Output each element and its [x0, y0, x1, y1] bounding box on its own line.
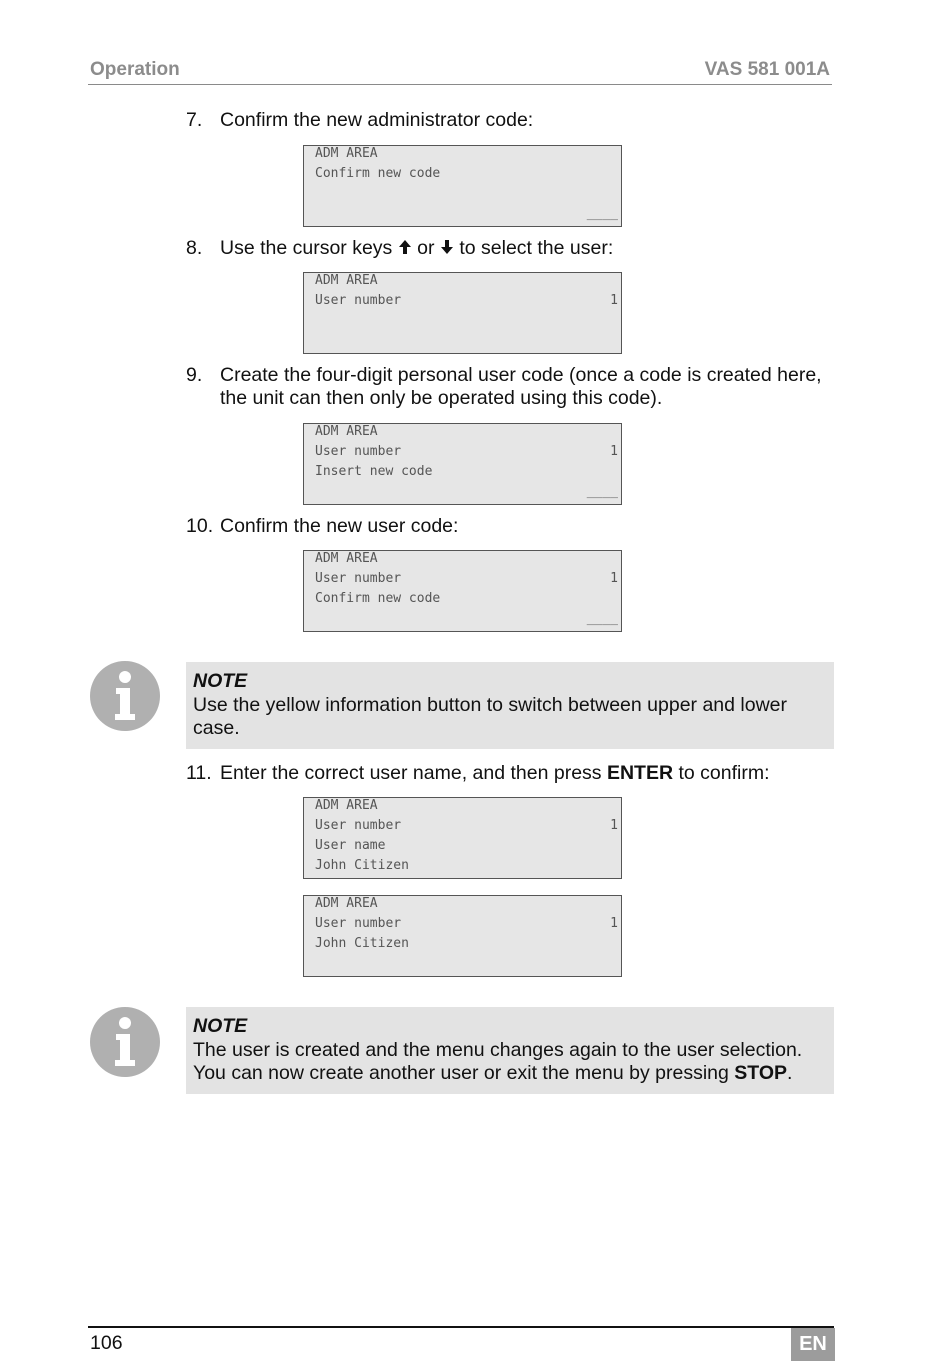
arrow-up-icon: [398, 239, 412, 255]
lcd-line: User number 1: [315, 818, 618, 833]
lcd-line: [315, 184, 618, 204]
lcd-line: John Citizen: [315, 936, 409, 951]
note-title: NOTE: [193, 670, 248, 692]
lcd-screen: [303, 423, 622, 505]
step-number: 11.: [186, 762, 212, 784]
arrow-down-icon: [440, 239, 454, 255]
lcd-line: ADM AREA: [315, 273, 378, 288]
lcd-line: [315, 331, 618, 351]
lcd-screen: [303, 145, 622, 227]
lcd-line: Insert new code: [315, 464, 433, 479]
lcd-line: ADM AREA: [315, 424, 378, 439]
note-text: Use the yellow information button to switch between upper and lower case.: [193, 694, 787, 739]
note-box: [186, 1007, 834, 1094]
note-box: [186, 662, 834, 749]
page-header: [88, 58, 832, 85]
step-text: Enter the correct user name, and then press ENTER to confirm:: [220, 762, 770, 784]
step-text: Confirm the new administrator code:: [220, 109, 534, 131]
section-title: Operation: [90, 59, 180, 80]
info-icon: [90, 661, 160, 731]
lcd-screen: [303, 895, 622, 977]
step-text: Confirm the new user code:: [220, 515, 459, 537]
lcd-line: [315, 311, 618, 331]
step-number: 8.: [186, 237, 203, 259]
lcd-line: User number 1: [315, 444, 618, 459]
lcd-line: [315, 954, 618, 974]
lcd-line: Confirm new code: [315, 591, 441, 606]
note-title: NOTE: [193, 1015, 248, 1037]
lcd-line: User number 1: [315, 916, 618, 931]
lcd-screen: [303, 550, 622, 632]
lcd-line: ____: [586, 611, 618, 626]
step-text: Use the cursor keys or to select the user:: [220, 237, 614, 259]
footer-divider: [88, 1326, 834, 1328]
lcd-line: John Citizen: [315, 858, 409, 873]
page-number: 106: [90, 1332, 123, 1354]
lcd-line: ____: [586, 484, 618, 499]
lcd-line: User number 1: [315, 293, 618, 308]
language-badge: EN: [791, 1328, 835, 1361]
lcd-line: ADM AREA: [315, 146, 378, 161]
lcd-line: Confirm new code: [315, 166, 441, 181]
step-text: Create the four-digit personal user code (once a code is created here, the unit can then only be operated using this code).: [220, 364, 822, 409]
lcd-line: ADM AREA: [315, 896, 378, 911]
lcd-screen: [303, 797, 622, 879]
step-number: 7.: [186, 109, 203, 131]
lcd-line: User number 1: [315, 571, 618, 586]
lcd-screen: [303, 272, 622, 354]
step-number: 9.: [186, 364, 203, 386]
lcd-line: User name: [315, 838, 386, 853]
note-text: The user is created and the menu changes again to the user selection. You can now create another user or exit the menu by pressing STOP.: [193, 1039, 803, 1084]
lcd-line: ADM AREA: [315, 551, 378, 566]
info-icon: [90, 1007, 160, 1077]
lcd-line: ____: [586, 206, 618, 221]
model-number: VAS 581 001A: [704, 59, 830, 80]
step-number: 10.: [186, 515, 214, 537]
lcd-line: ADM AREA: [315, 798, 378, 813]
